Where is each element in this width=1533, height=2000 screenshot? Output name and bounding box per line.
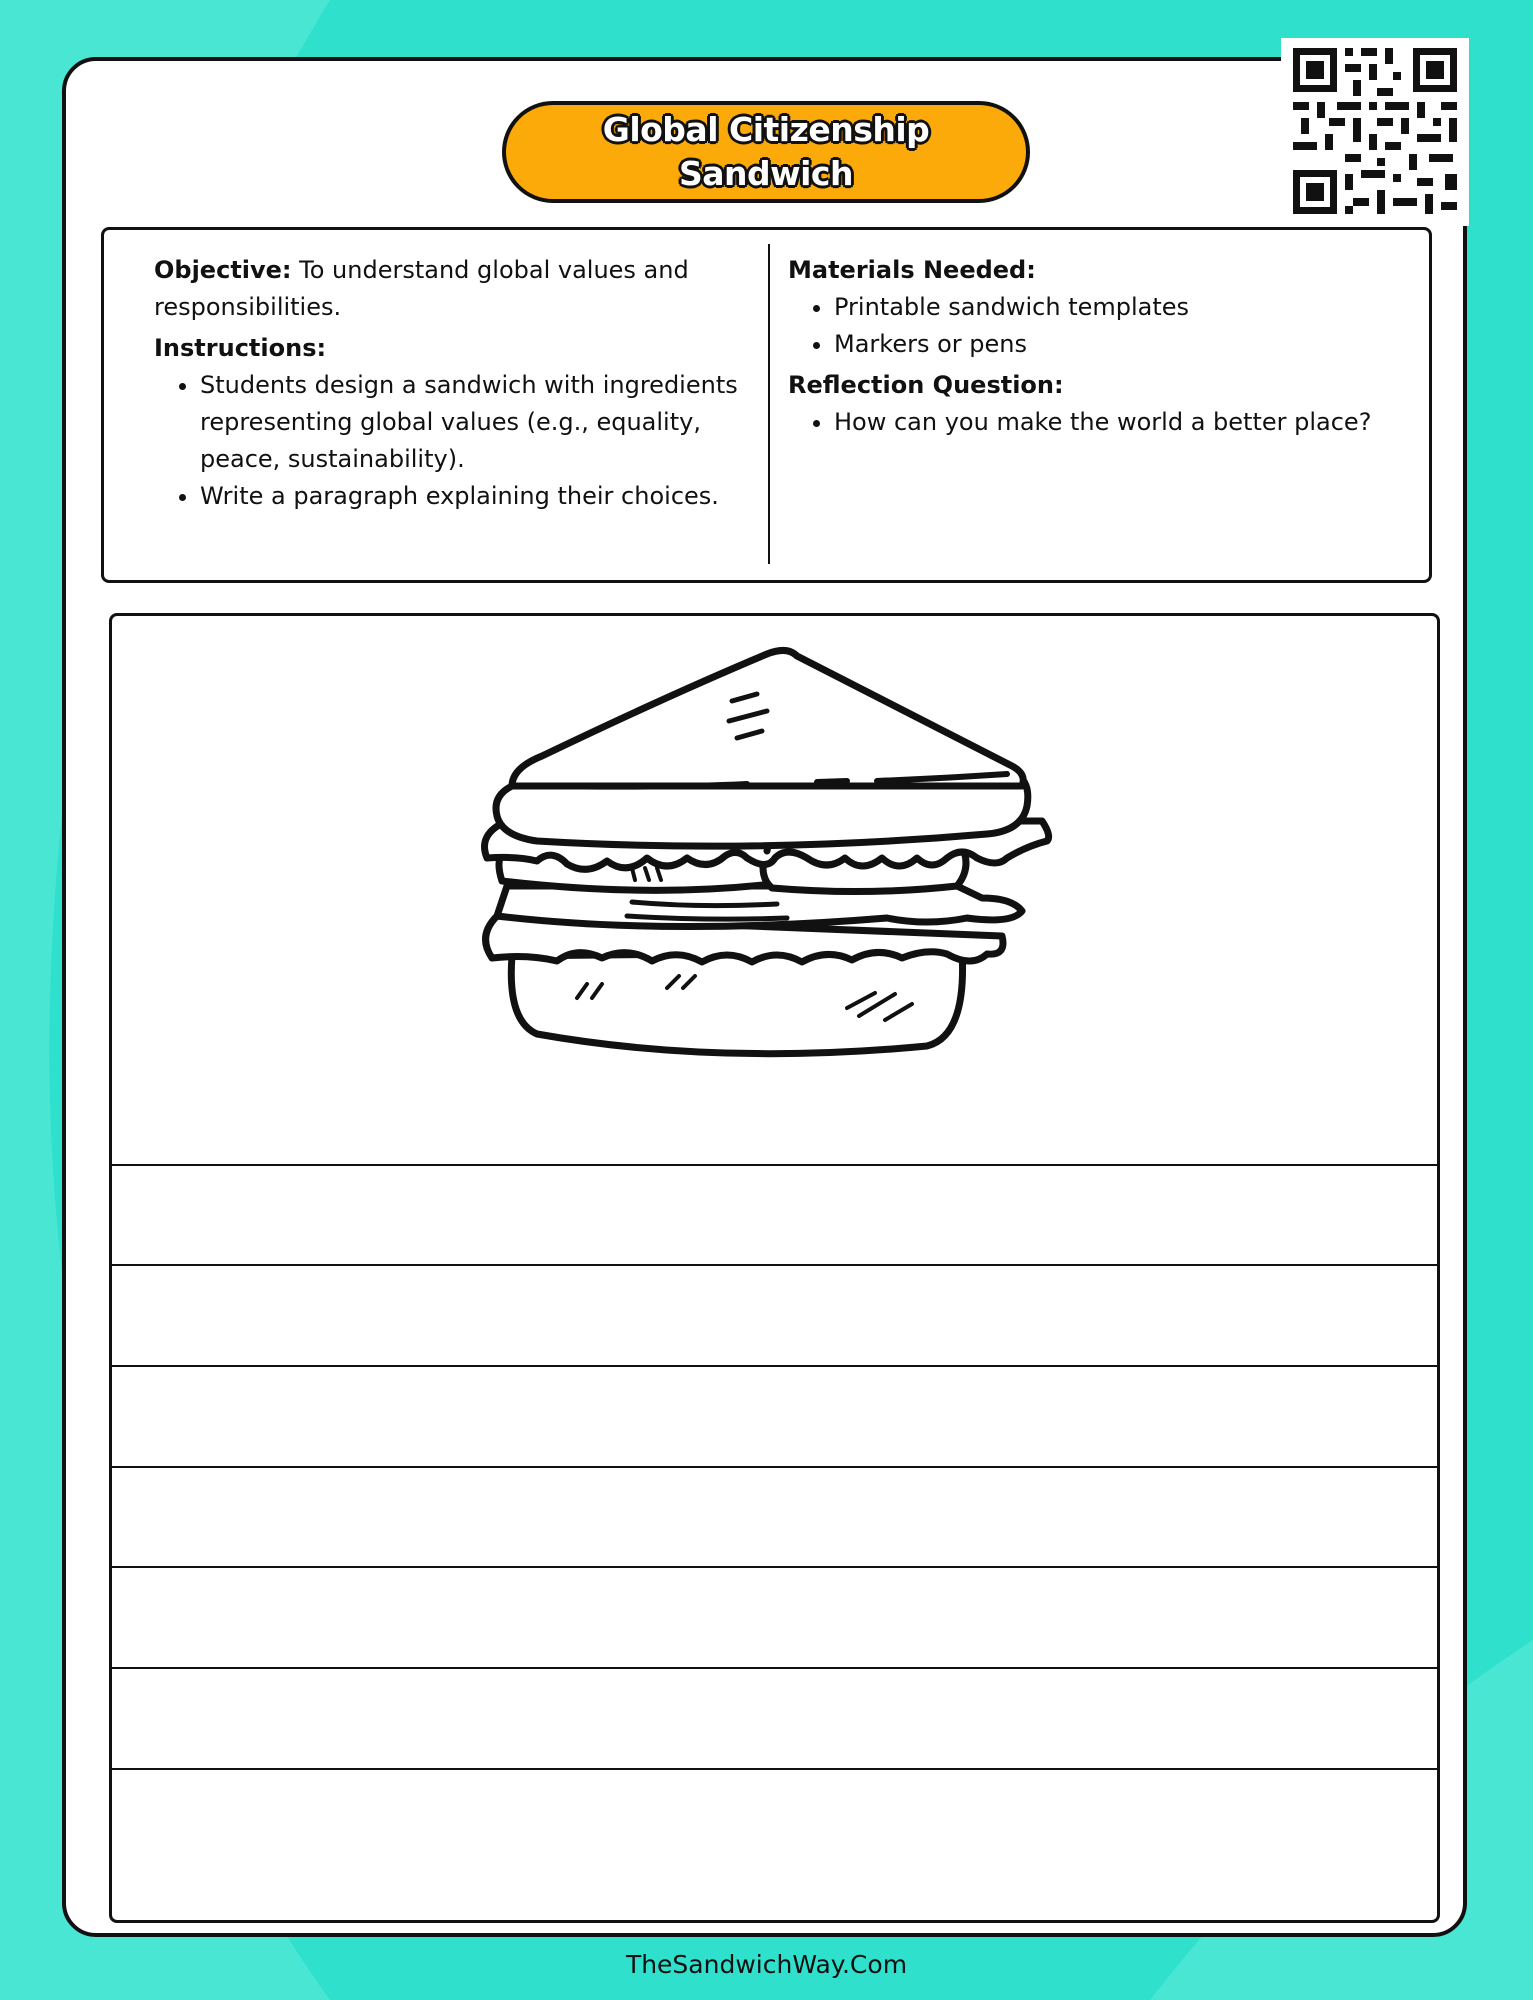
list-item: • How can you make the world a better place? [834,404,1408,441]
writing-line [112,1164,1437,1166]
writing-line [112,1667,1437,1669]
worksheet-title [502,101,1030,203]
writing-line [112,1264,1437,1266]
list-item: • Write a paragraph explaining their choices. [200,478,754,515]
writing-line [112,1566,1437,1568]
instructions-heading: Instructions: [154,334,327,362]
footer-website: TheSandwichWay.Com [625,1950,908,1979]
list-item: • Printable sandwich templates [834,289,1408,326]
objective-label: Objective: [154,256,292,284]
left-column [154,252,754,515]
writing-line [112,1365,1437,1367]
title-line-2: Sandwich [678,154,853,193]
instructions-list [154,367,754,515]
right-column [788,252,1408,441]
objective-text: To understand global values and responsibilities. [154,256,689,321]
objective [154,252,754,326]
list-item: • Students design a sandwich with ingredients representing global values (e.g., equality, peace, sustainability). [200,367,754,478]
list-item: • Markers or pens [834,326,1408,363]
writing-line [112,1768,1437,1770]
reflection-list [788,404,1408,441]
sandwich-illustration [467,636,1107,1086]
writing-line [112,1466,1437,1468]
column-divider [768,244,770,564]
materials-heading: Materials Needed: [788,256,1036,284]
title-line-1: Global Citizenship [602,110,930,149]
drawing-and-writing-area[interactable] [109,613,1440,1923]
activity-info-box [101,227,1432,583]
qr-code-icon [1281,38,1469,226]
reflection-heading: Reflection Question: [788,371,1064,399]
materials-list [788,289,1408,363]
